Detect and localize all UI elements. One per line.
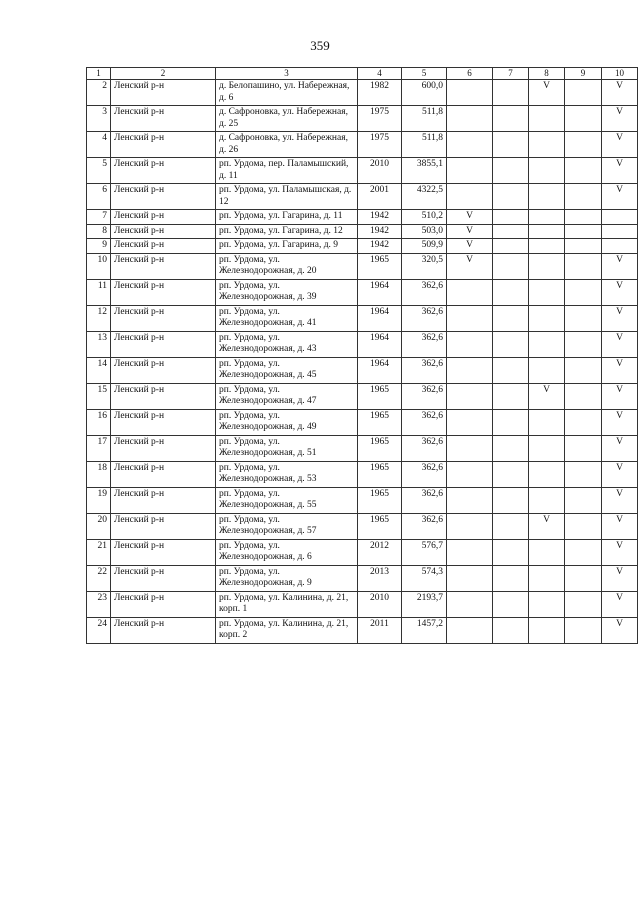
mark-cell-9 <box>565 409 602 435</box>
district-cell: Ленский р-н <box>111 224 216 239</box>
mark-cell-9 <box>565 80 602 106</box>
table-row <box>87 383 638 409</box>
row-number-cell: 17 <box>87 435 111 461</box>
table-row <box>87 224 638 239</box>
mark-cell-10: V <box>602 279 638 305</box>
mark-cell-7 <box>493 357 529 383</box>
address-cell: рп. Урдома, ул. Гагарина, д. 11 <box>216 210 358 225</box>
table-row <box>87 106 638 132</box>
mark-cell-7 <box>493 383 529 409</box>
mark-cell-6 <box>447 487 493 513</box>
year-cell: 1964 <box>358 357 402 383</box>
row-number-cell: 20 <box>87 513 111 539</box>
mark-cell-8 <box>529 331 565 357</box>
mark-cell-10: V <box>602 513 638 539</box>
mark-cell-8: V <box>529 383 565 409</box>
mark-cell-6: V <box>447 224 493 239</box>
mark-cell-6 <box>447 305 493 331</box>
district-cell: Ленский р-н <box>111 132 216 158</box>
area-cell: 4322,5 <box>402 184 447 210</box>
mark-cell-9 <box>565 253 602 279</box>
mark-cell-6 <box>447 331 493 357</box>
year-cell: 1942 <box>358 239 402 254</box>
year-cell: 2001 <box>358 184 402 210</box>
district-cell: Ленский р-н <box>111 106 216 132</box>
row-number-cell: 21 <box>87 539 111 565</box>
district-cell: Ленский р-н <box>111 513 216 539</box>
row-number-cell: 3 <box>87 106 111 132</box>
row-number-cell: 7 <box>87 210 111 225</box>
table-row <box>87 357 638 383</box>
mark-cell-7 <box>493 184 529 210</box>
district-cell: Ленский р-н <box>111 565 216 591</box>
mark-cell-6 <box>447 132 493 158</box>
row-number-cell: 12 <box>87 305 111 331</box>
mark-cell-9 <box>565 357 602 383</box>
mark-cell-8 <box>529 409 565 435</box>
area-cell: 574,3 <box>402 565 447 591</box>
area-cell: 511,8 <box>402 132 447 158</box>
address-cell: рп. Урдома, ул. Калинина, д. 21, корп. 1 <box>216 591 358 617</box>
mark-cell-8 <box>529 305 565 331</box>
area-cell: 511,8 <box>402 106 447 132</box>
mark-cell-10: V <box>602 591 638 617</box>
mark-cell-10: V <box>602 409 638 435</box>
address-cell: рп. Урдома, ул. Железнодорожная, д. 49 <box>216 409 358 435</box>
year-cell: 2013 <box>358 565 402 591</box>
table-row <box>87 305 638 331</box>
mark-cell-7 <box>493 80 529 106</box>
address-cell: рп. Урдома, ул. Железнодорожная, д. 41 <box>216 305 358 331</box>
year-cell: 1975 <box>358 132 402 158</box>
mark-cell-10: V <box>602 435 638 461</box>
mark-cell-7 <box>493 487 529 513</box>
district-cell: Ленский р-н <box>111 591 216 617</box>
row-number-cell: 22 <box>87 565 111 591</box>
mark-cell-9 <box>565 617 602 643</box>
mark-cell-9 <box>565 106 602 132</box>
district-cell: Ленский р-н <box>111 461 216 487</box>
table-row <box>87 239 638 254</box>
mark-cell-10: V <box>602 331 638 357</box>
table-row <box>87 539 638 565</box>
row-number-cell: 18 <box>87 461 111 487</box>
address-cell: д. Сафроновка, ул. Набережная, д. 25 <box>216 106 358 132</box>
mark-cell-6 <box>447 158 493 184</box>
mark-cell-6 <box>447 461 493 487</box>
mark-cell-7 <box>493 461 529 487</box>
area-cell: 362,6 <box>402 435 447 461</box>
year-cell: 1965 <box>358 253 402 279</box>
mark-cell-8 <box>529 617 565 643</box>
table-row <box>87 487 638 513</box>
mark-cell-10: V <box>602 539 638 565</box>
mark-cell-9 <box>565 461 602 487</box>
mark-cell-8 <box>529 591 565 617</box>
row-number-cell: 11 <box>87 279 111 305</box>
mark-cell-10: V <box>602 305 638 331</box>
mark-cell-7 <box>493 591 529 617</box>
mark-cell-6 <box>447 539 493 565</box>
year-cell: 1965 <box>358 409 402 435</box>
area-cell: 576,7 <box>402 539 447 565</box>
district-cell: Ленский р-н <box>111 435 216 461</box>
mark-cell-6 <box>447 565 493 591</box>
mark-cell-10: V <box>602 383 638 409</box>
mark-cell-8 <box>529 487 565 513</box>
mark-cell-10: V <box>602 617 638 643</box>
address-cell: д. Белопашино, ул. Набережная, д. 6 <box>216 80 358 106</box>
area-cell: 1457,2 <box>402 617 447 643</box>
mark-cell-9 <box>565 132 602 158</box>
table-row <box>87 253 638 279</box>
address-cell: рп. Урдома, ул. Калинина, д. 21, корп. 2 <box>216 617 358 643</box>
mark-cell-6 <box>447 409 493 435</box>
mark-cell-8 <box>529 210 565 225</box>
row-number-cell: 13 <box>87 331 111 357</box>
district-cell: Ленский р-н <box>111 239 216 254</box>
table-row <box>87 617 638 643</box>
address-cell: д. Сафроновка, ул. Набережная, д. 26 <box>216 132 358 158</box>
column-header-2: 2 <box>111 68 216 80</box>
column-number-row <box>87 68 638 80</box>
area-cell: 320,5 <box>402 253 447 279</box>
area-cell: 509,9 <box>402 239 447 254</box>
district-cell: Ленский р-н <box>111 210 216 225</box>
mark-cell-8 <box>529 435 565 461</box>
district-cell: Ленский р-н <box>111 80 216 106</box>
mark-cell-9 <box>565 487 602 513</box>
district-cell: Ленский р-н <box>111 383 216 409</box>
mark-cell-8 <box>529 539 565 565</box>
row-number-cell: 15 <box>87 383 111 409</box>
table-row <box>87 279 638 305</box>
mark-cell-9 <box>565 435 602 461</box>
area-cell: 3855,1 <box>402 158 447 184</box>
mark-cell-7 <box>493 239 529 254</box>
year-cell: 1965 <box>358 383 402 409</box>
mark-cell-7 <box>493 305 529 331</box>
mark-cell-8 <box>529 184 565 210</box>
mark-cell-8 <box>529 279 565 305</box>
mark-cell-10: V <box>602 132 638 158</box>
mark-cell-7 <box>493 253 529 279</box>
row-number-cell: 24 <box>87 617 111 643</box>
mark-cell-6 <box>447 106 493 132</box>
mark-cell-7 <box>493 331 529 357</box>
page-number: 359 <box>310 38 330 53</box>
mark-cell-9 <box>565 305 602 331</box>
mark-cell-10 <box>602 239 638 254</box>
mark-cell-10: V <box>602 184 638 210</box>
area-cell: 600,0 <box>402 80 447 106</box>
mark-cell-8 <box>529 224 565 239</box>
address-cell: рп. Урдома, ул. Железнодорожная, д. 45 <box>216 357 358 383</box>
district-cell: Ленский р-н <box>111 253 216 279</box>
year-cell: 1965 <box>358 461 402 487</box>
row-number-cell: 9 <box>87 239 111 254</box>
mark-cell-10: V <box>602 487 638 513</box>
row-number-cell: 4 <box>87 132 111 158</box>
table-row <box>87 591 638 617</box>
address-cell: рп. Урдома, ул. Железнодорожная, д. 53 <box>216 461 358 487</box>
mark-cell-10 <box>602 210 638 225</box>
mark-cell-6 <box>447 80 493 106</box>
year-cell: 2010 <box>358 158 402 184</box>
district-cell: Ленский р-н <box>111 539 216 565</box>
mark-cell-10: V <box>602 106 638 132</box>
mark-cell-8 <box>529 357 565 383</box>
mark-cell-8 <box>529 132 565 158</box>
mark-cell-6 <box>447 617 493 643</box>
mark-cell-7 <box>493 539 529 565</box>
area-cell: 362,6 <box>402 513 447 539</box>
row-number-cell: 5 <box>87 158 111 184</box>
mark-cell-10: V <box>602 80 638 106</box>
row-number-cell: 2 <box>87 80 111 106</box>
mark-cell-7 <box>493 617 529 643</box>
address-cell: рп. Урдома, ул. Железнодорожная, д. 6 <box>216 539 358 565</box>
mark-cell-10: V <box>602 461 638 487</box>
district-cell: Ленский р-н <box>111 184 216 210</box>
column-header-3: 3 <box>216 68 358 80</box>
address-cell: рп. Урдома, ул. Паламышская, д. 12 <box>216 184 358 210</box>
mark-cell-7 <box>493 565 529 591</box>
address-cell: рп. Урдома, ул. Железнодорожная, д. 20 <box>216 253 358 279</box>
column-header-8: 8 <box>529 68 565 80</box>
column-header-5: 5 <box>402 68 447 80</box>
mark-cell-9 <box>565 224 602 239</box>
table-row <box>87 435 638 461</box>
year-cell: 1975 <box>358 106 402 132</box>
mark-cell-8: V <box>529 513 565 539</box>
mark-cell-7 <box>493 279 529 305</box>
area-cell: 362,6 <box>402 409 447 435</box>
mark-cell-9 <box>565 184 602 210</box>
mark-cell-9 <box>565 331 602 357</box>
address-cell: рп. Урдома, ул. Железнодорожная, д. 51 <box>216 435 358 461</box>
mark-cell-7 <box>493 513 529 539</box>
year-cell: 1964 <box>358 279 402 305</box>
mark-cell-10: V <box>602 253 638 279</box>
district-cell: Ленский р-н <box>111 409 216 435</box>
table-row <box>87 331 638 357</box>
year-cell: 2010 <box>358 591 402 617</box>
area-cell: 362,6 <box>402 487 447 513</box>
row-number-cell: 8 <box>87 224 111 239</box>
row-number-cell: 14 <box>87 357 111 383</box>
mark-cell-6: V <box>447 210 493 225</box>
column-header-4: 4 <box>358 68 402 80</box>
mark-cell-9 <box>565 158 602 184</box>
table-row <box>87 565 638 591</box>
row-number-cell: 10 <box>87 253 111 279</box>
table-row <box>87 210 638 225</box>
area-cell: 362,6 <box>402 279 447 305</box>
column-header-7: 7 <box>493 68 529 80</box>
year-cell: 1942 <box>358 224 402 239</box>
mark-cell-6 <box>447 513 493 539</box>
column-header-9: 9 <box>565 68 602 80</box>
district-cell: Ленский р-н <box>111 357 216 383</box>
table-row <box>87 184 638 210</box>
district-cell: Ленский р-н <box>111 487 216 513</box>
mark-cell-8 <box>529 158 565 184</box>
column-header-1: 1 <box>87 68 111 80</box>
year-cell: 2011 <box>358 617 402 643</box>
mark-cell-6: V <box>447 239 493 254</box>
address-cell: рп. Урдома, ул. Железнодорожная, д. 39 <box>216 279 358 305</box>
table-row <box>87 409 638 435</box>
mark-cell-9 <box>565 210 602 225</box>
mark-cell-9 <box>565 383 602 409</box>
area-cell: 2193,7 <box>402 591 447 617</box>
row-number-cell: 23 <box>87 591 111 617</box>
mark-cell-6 <box>447 357 493 383</box>
address-cell: рп. Урдома, пер. Паламышский, д. 11 <box>216 158 358 184</box>
column-header-6: 6 <box>447 68 493 80</box>
mark-cell-8 <box>529 461 565 487</box>
mark-cell-10: V <box>602 357 638 383</box>
year-cell: 2012 <box>358 539 402 565</box>
mark-cell-7 <box>493 409 529 435</box>
mark-cell-7 <box>493 210 529 225</box>
address-cell: рп. Урдома, ул. Железнодорожная, д. 43 <box>216 331 358 357</box>
mark-cell-6 <box>447 591 493 617</box>
address-cell: рп. Урдома, ул. Железнодорожная, д. 9 <box>216 565 358 591</box>
mark-cell-8 <box>529 106 565 132</box>
mark-cell-9 <box>565 565 602 591</box>
mark-cell-7 <box>493 158 529 184</box>
address-cell: рп. Урдома, ул. Гагарина, д. 9 <box>216 239 358 254</box>
table-row <box>87 461 638 487</box>
area-cell: 362,6 <box>402 383 447 409</box>
district-cell: Ленский р-н <box>111 158 216 184</box>
area-cell: 362,6 <box>402 331 447 357</box>
mark-cell-8 <box>529 239 565 254</box>
mark-cell-8 <box>529 565 565 591</box>
district-cell: Ленский р-н <box>111 617 216 643</box>
year-cell: 1965 <box>358 487 402 513</box>
mark-cell-6 <box>447 383 493 409</box>
row-number-cell: 19 <box>87 487 111 513</box>
mark-cell-10 <box>602 224 638 239</box>
table-row <box>87 80 638 106</box>
mark-cell-9 <box>565 591 602 617</box>
table-row <box>87 513 638 539</box>
year-cell: 1982 <box>358 80 402 106</box>
mark-cell-8 <box>529 253 565 279</box>
mark-cell-10: V <box>602 158 638 184</box>
year-cell: 1965 <box>358 513 402 539</box>
area-cell: 503,0 <box>402 224 447 239</box>
year-cell: 1964 <box>358 331 402 357</box>
table-row <box>87 132 638 158</box>
year-cell: 1964 <box>358 305 402 331</box>
mark-cell-6 <box>447 184 493 210</box>
mark-cell-9 <box>565 239 602 254</box>
mark-cell-9 <box>565 539 602 565</box>
year-cell: 1965 <box>358 435 402 461</box>
address-cell: рп. Урдома, ул. Гагарина, д. 12 <box>216 224 358 239</box>
address-cell: рп. Урдома, ул. Железнодорожная, д. 47 <box>216 383 358 409</box>
table-body <box>87 80 638 644</box>
mark-cell-7 <box>493 224 529 239</box>
row-number-cell: 16 <box>87 409 111 435</box>
address-cell: рп. Урдома, ул. Железнодорожная, д. 55 <box>216 487 358 513</box>
mark-cell-6: V <box>447 253 493 279</box>
mark-cell-7 <box>493 435 529 461</box>
mark-cell-9 <box>565 513 602 539</box>
column-header-10: 10 <box>602 68 638 80</box>
area-cell: 362,6 <box>402 357 447 383</box>
mark-cell-6 <box>447 279 493 305</box>
district-cell: Ленский р-н <box>111 331 216 357</box>
row-number-cell: 6 <box>87 184 111 210</box>
mark-cell-10: V <box>602 565 638 591</box>
district-cell: Ленский р-н <box>111 279 216 305</box>
address-cell: рп. Урдома, ул. Железнодорожная, д. 57 <box>216 513 358 539</box>
area-cell: 362,6 <box>402 305 447 331</box>
mark-cell-8: V <box>529 80 565 106</box>
mark-cell-6 <box>447 435 493 461</box>
area-cell: 510,2 <box>402 210 447 225</box>
year-cell: 1942 <box>358 210 402 225</box>
area-cell: 362,6 <box>402 461 447 487</box>
housing-register-table <box>86 67 638 644</box>
mark-cell-7 <box>493 106 529 132</box>
district-cell: Ленский р-н <box>111 305 216 331</box>
table-row <box>87 158 638 184</box>
mark-cell-9 <box>565 279 602 305</box>
mark-cell-7 <box>493 132 529 158</box>
